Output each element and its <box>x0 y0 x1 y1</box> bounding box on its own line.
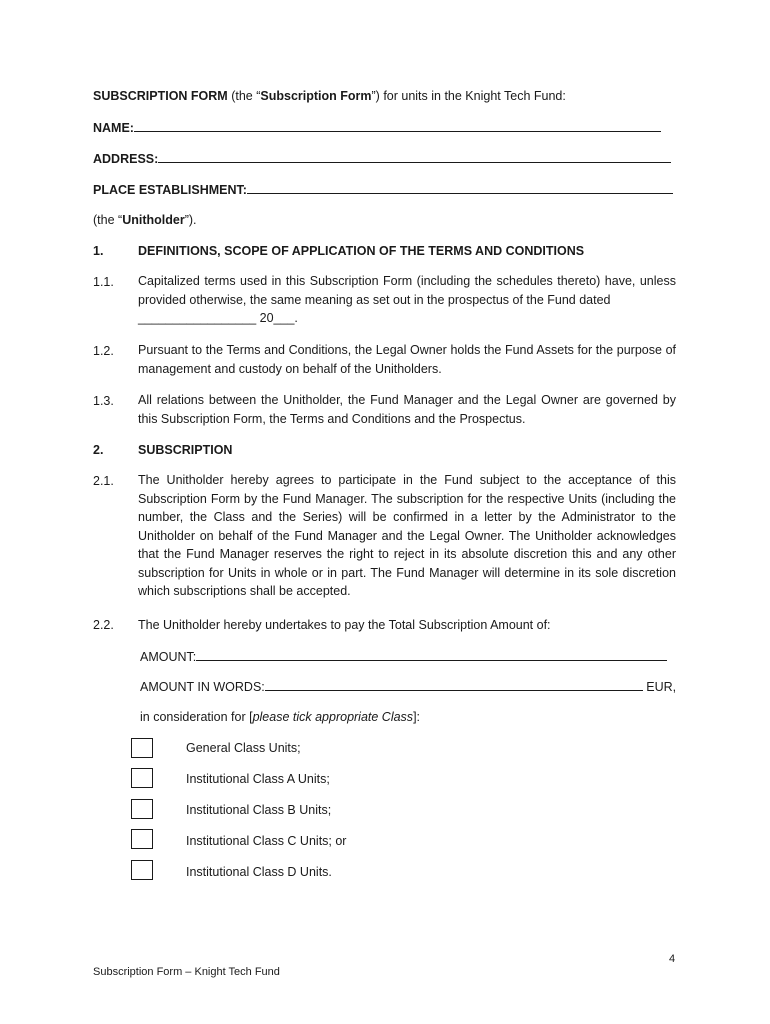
class-instruction <box>140 709 420 725</box>
section-2-number: 2. <box>93 443 104 457</box>
section-2-title: SUBSCRIPTION <box>138 443 233 457</box>
amount-words-field[interactable] <box>265 678 643 691</box>
intro-form-name: Subscription Form <box>260 89 372 103</box>
clause-2-1-text: The Unitholder hereby agrees to participate in the Fund subject to the acceptance of this Subscription Form by the Fund Manager. The subscription for the respective Units (including the number, the Class and the Series) will be confirmed in a letter by the Administrator to the Unitholder on behalf of the Fund Manager and the Legal Owner. The Unitholder acknowledges that the Fund Manager reserves the right to reject in its absolute discretion this and any other subscription for Units in whole or in part. The Fund Manager will determine in its sole discretion which subscriptions shall be accepted. <box>138 473 676 598</box>
unitholder-post: ”). <box>184 213 197 227</box>
clause-1-3-text: All relations between the Unitholder, the Fund Manager and the Legal Owner are governed by this Subscription Form, the Terms and Conditions and the Prospectus. <box>138 393 676 426</box>
checkbox-general-class[interactable] <box>131 738 153 758</box>
page-footer: Subscription Form – Knight Tech Fund <box>93 966 280 978</box>
checkbox-institutional-class-a[interactable] <box>131 768 153 788</box>
intro-lead: SUBSCRIPTION FORM <box>93 89 228 103</box>
clause-1-2-text: Pursuant to the Terms and Conditions, the Legal Owner holds the Fund Assets for the purpose of management and custody on behalf of the Unitholders. <box>138 343 676 376</box>
intro-mid1: (the “ <box>227 89 261 103</box>
clause-1-3-number: 1.3. <box>93 394 114 408</box>
intro-line <box>93 88 566 104</box>
option-institutional-class-b: Institutional Class B Units; <box>186 803 332 817</box>
amount-row <box>140 648 667 665</box>
name-field-row <box>93 119 661 136</box>
place-label: PLACE ESTABLISHMENT: <box>93 183 247 197</box>
address-field[interactable] <box>158 150 671 163</box>
page-number: 4 <box>669 953 676 965</box>
section-1-title: DEFINITIONS, SCOPE OF APPLICATION OF THE TERMS AND CONDITIONS <box>138 244 585 258</box>
unitholder-definition <box>93 212 197 228</box>
clause-2-1-number: 2.1. <box>93 474 114 488</box>
clause-1-1-number: 1.1. <box>93 275 114 289</box>
class-instruction-pre: in consideration for [ <box>140 710 253 724</box>
clause-2-2-number: 2.2. <box>93 618 114 632</box>
option-institutional-class-a: Institutional Class A Units; <box>186 772 330 786</box>
place-field[interactable] <box>247 181 673 194</box>
clause-1-1-date[interactable]: _________________ 20___. <box>138 311 298 325</box>
section-1-number: 1. <box>93 244 104 258</box>
address-label: ADDRESS: <box>93 152 159 166</box>
checkbox-institutional-class-d[interactable] <box>131 860 153 880</box>
amount-label: AMOUNT: <box>140 650 197 664</box>
place-field-row <box>93 181 673 198</box>
option-institutional-class-d: Institutional Class D Units. <box>186 865 332 879</box>
option-institutional-class-c: Institutional Class C Units; or <box>186 834 347 848</box>
name-field[interactable] <box>134 119 661 132</box>
clause-1-1-text: Capitalized terms used in this Subscription Form (including the schedules thereto) have, unless provided otherwise, the same meaning as set out in the prospectus of the Fund dated <box>138 274 676 307</box>
amount-field[interactable] <box>196 648 667 661</box>
currency-label: EUR, <box>646 680 677 694</box>
amount-words-label: AMOUNT IN WORDS: <box>140 680 265 694</box>
intro-mid2: ”) for units in the Knight Tech Fund: <box>371 89 566 103</box>
unitholder-term: Unitholder <box>122 213 185 227</box>
option-general-class: General Class Units; <box>186 741 301 755</box>
unitholder-pre: (the “ <box>93 213 123 227</box>
checkbox-institutional-class-c[interactable] <box>131 829 153 849</box>
clause-1-1 <box>138 272 676 328</box>
class-instruction-post: ]: <box>413 710 421 724</box>
class-instruction-italic: please tick appropriate Class <box>252 710 414 724</box>
name-label: NAME: <box>93 121 134 135</box>
checkbox-institutional-class-b[interactable] <box>131 799 153 819</box>
amount-words-row <box>140 678 676 695</box>
address-field-row <box>93 150 671 167</box>
clause-1-2-number: 1.2. <box>93 344 114 358</box>
clause-2-2-text: The Unitholder hereby undertakes to pay the Total Subscription Amount of: <box>138 618 551 632</box>
